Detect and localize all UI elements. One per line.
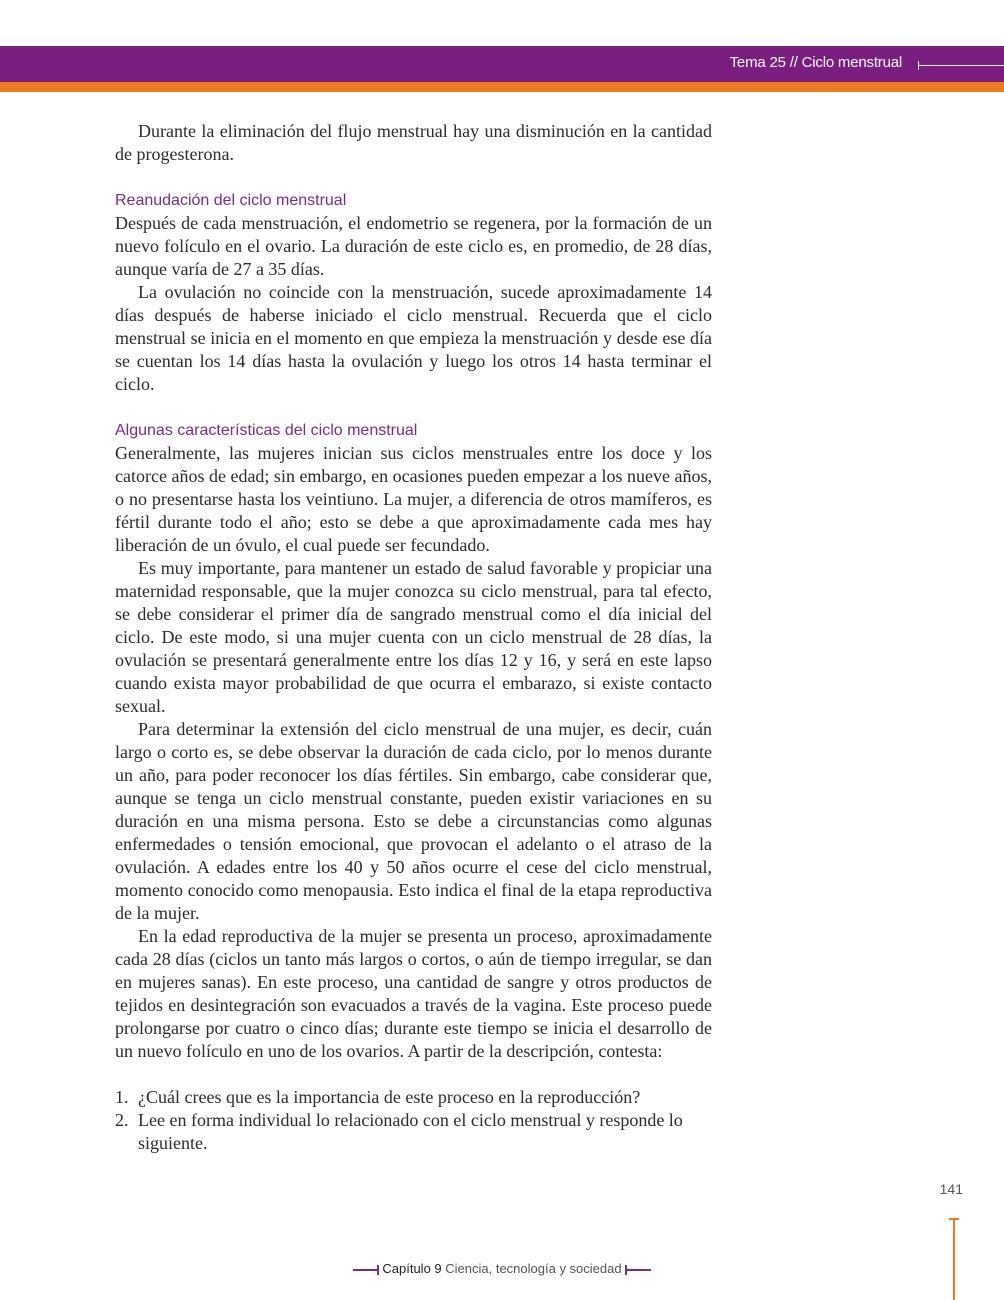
- header-rule: [918, 65, 1004, 66]
- question-number: 1.: [115, 1087, 129, 1107]
- section-heading-caracteristicas: Algunas características del ciclo menstrual: [115, 422, 418, 439]
- footer-subject: Ciencia, tecnología y sociedad: [445, 1261, 622, 1276]
- paragraph-reanudacion-2: La ovulación no coincide con la menstruación, sucede aproximadamente 14 días después de haberse iniciado el ciclo menstrual. Recuerda que el ciclo menstrual se inicia en el momento en que empieza la menstruación y desde ese día se cuentan los 14 días hasta la ovulación y luego los otros 14 hasta terminar el ciclo.: [115, 282, 712, 394]
- margin-rule: [953, 1218, 955, 1300]
- paragraph-caracteristicas-2: Es muy importante, para mantener un estado de salud favorable y propiciar una maternidad responsable, que la mujer conozca su ciclo menstrual, para tal efecto, se debe considerar el primer día de sangrado menstrual como el día inicial del ciclo. De este modo, si una mujer cuenta con un ciclo menstrual de 28 días, la ovulación se presentará generalmente entre los días 12 y 16, y será en este lapso cuando exista mayor probabilidad de que ocurra el embarazo, si existe contacto sexual.: [115, 558, 712, 716]
- section-heading-reanudacion: Reanudación del ciclo menstrual: [115, 192, 347, 209]
- page-body: [115, 120, 712, 1155]
- question-text: ¿Cuál crees que es la importancia de este proceso en la reproducción?: [138, 1087, 641, 1107]
- list-item: [115, 1109, 712, 1155]
- paragraph-caracteristicas-4: En la edad reproductiva de la mujer se presenta un proceso, aproximadamente cada 28 días (ciclos un tanto más largos o cortos, o aún de tiempo irregular, se dan en mujeres sanas). En este proceso, una cantidad de sangre y otros productos de tejidos en desintegración son evacuados a través de la vagina. Este proceso puede prolongarse por cuatro o cinco días; durante este tiempo se inicia el desarrollo de un nuevo folículo en uno de los ovarios. A partir de la descripción, contesta:: [115, 926, 712, 1061]
- paragraph-reanudacion-1: Después de cada menstruación, el endometrio se regenera, por la formación de un nuevo folículo en el ovario. La duración de este ciclo es, en promedio, de 28 días, aunque varía de 27 a 35 días.: [115, 213, 712, 279]
- page-number: 141: [939, 1181, 963, 1197]
- header-accent-stripe: [0, 82, 1004, 92]
- paragraph-caracteristicas-1: Generalmente, las mujeres inician sus ciclos menstruales entre los doce y los catorce años de edad; sin embargo, en ocasiones pueden empezar a los nueve años, o no presentarse hasta los veintiuno. La mujer, a diferencia de otros mamíferos, es fértil durante todo el año; esto se debe a que aproximadamente cada mes hay liberación de un óvulo, el cual puede ser fecundado.: [115, 443, 712, 555]
- question-number: 2.: [115, 1110, 129, 1130]
- footer-rule-right: [625, 1269, 651, 1271]
- spacer: [115, 166, 712, 189]
- list-item: [115, 1086, 712, 1109]
- question-list: [115, 1086, 712, 1155]
- footer: [0, 1261, 1004, 1276]
- spacer: [115, 396, 712, 419]
- paragraph-intro: Durante la eliminación del flujo menstrual hay una disminución en la cantidad de progesterona.: [115, 121, 712, 164]
- footer-chapter: Capítulo 9: [382, 1261, 442, 1276]
- footer-rule-left: [353, 1269, 379, 1271]
- question-text: Lee en forma individual lo relacionado con el ciclo menstrual y responde lo siguiente.: [138, 1110, 683, 1153]
- running-header-title: Tema 25 // Ciclo menstrual: [729, 54, 902, 71]
- spacer: [115, 1063, 712, 1086]
- paragraph-caracteristicas-3: Para determinar la extensión del ciclo menstrual de una mujer, es decir, cuán largo o corto es, se debe observar la duración de cada ciclo, por lo menos durante un año, para poder reconocer los días fértiles. Sin embargo, cabe considerar que, aunque se tenga un ciclo menstrual constante, pueden existir variaciones en su duración en una misma persona. Esto se debe a circunstancias como algunas enfermedades o tensión emocional, que provocan el adelanto o el atraso de la ovulación. A edades entre los 40 y 50 años ocurre el cese del ciclo menstrual, momento conocido como menopausia. Esto indica el final de la etapa reproductiva de la mujer.: [115, 719, 712, 923]
